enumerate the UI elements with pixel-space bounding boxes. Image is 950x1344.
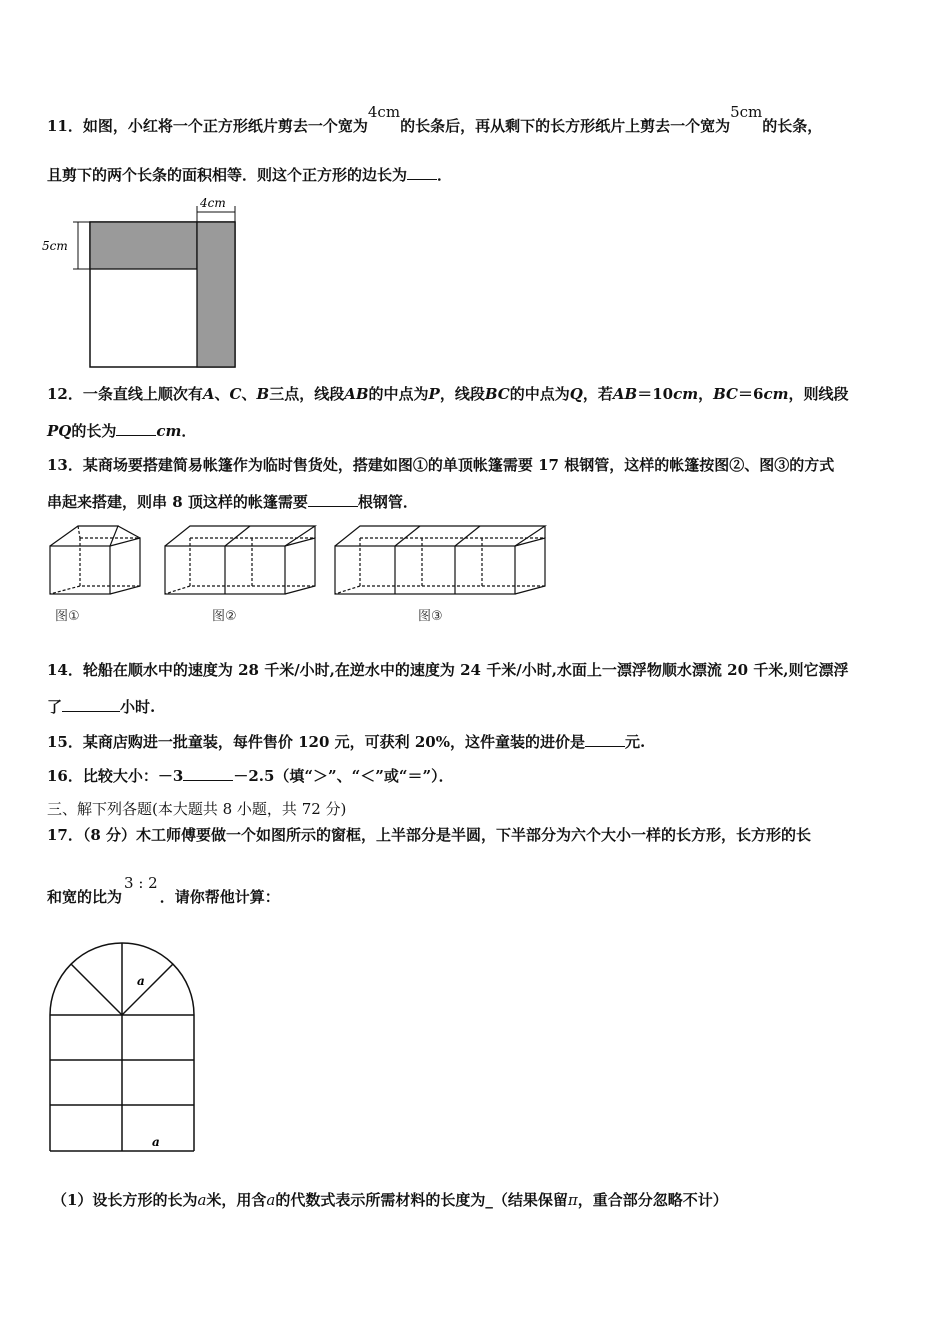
q12-var-ab2: AB <box>612 385 638 403</box>
tent-figure-1 <box>50 526 140 594</box>
q17-line1 <box>47 825 811 845</box>
q12-line2 <box>47 421 196 441</box>
q12-eq2: ＝6 <box>738 385 764 403</box>
q15-text-b: 元. <box>624 733 646 751</box>
q13-line1 <box>47 455 834 475</box>
q12-unit-2: cm <box>763 385 789 403</box>
q14-text-line1: 14．轮船在顺水中的速度为 28 千米/小时,在逆水中的速度为 24 千米/小时,水面上一漂浮物顺水漂流 20 千米,则它漂浮 <box>47 661 849 679</box>
q12-end: ． <box>181 422 197 440</box>
q12-var-a: A <box>202 385 215 403</box>
tent-figure-3 <box>335 526 545 594</box>
q17-sub1-text-d: ，重合部分忽略不计） <box>577 1191 728 1209</box>
q11-text-b: 的长条后，再从剩下的长方形纸片上剪去一个宽为 <box>400 117 731 135</box>
q12-unit-1: cm <box>673 385 699 403</box>
q11-line2 <box>47 165 452 185</box>
q11-strip-5cm <box>90 222 197 269</box>
section-3-heading <box>47 799 346 819</box>
q17-text-b: ．请你帮他计算： <box>159 888 280 906</box>
q12-sep1: 、 <box>214 385 230 403</box>
q12-var-bc2: BC <box>713 385 738 403</box>
q16-answer-blank <box>183 766 233 781</box>
q11-figure <box>40 192 250 372</box>
q12-var-pq: PQ <box>47 422 72 440</box>
q17-ratio: 3 : 2 <box>124 874 158 892</box>
q17-sub1-text-a: （1）设长方形的长为 <box>52 1191 198 1209</box>
q11-line1 <box>47 103 823 136</box>
q13-line2 <box>47 492 418 512</box>
q13-text-line1: 13．某商场要搭建简易帐篷作为临时售货处，搭建如图①的单顶帐篷需要 17 根钢管，这样的帐篷按图②、图③的方式 <box>47 456 835 474</box>
q12-answer-blank <box>116 421 156 436</box>
q14-answer-blank <box>62 697 120 712</box>
q12-eq1: ＝10 <box>637 385 674 403</box>
q13-caption-1: 图① <box>55 609 80 624</box>
q15-answer-blank <box>585 732 625 747</box>
q12-text: 的中点为 <box>368 385 429 403</box>
q13-text-b: 根钢管． <box>357 493 418 511</box>
q15-text-a: 15．某商店购进一批童装，每件售价 120 元，可获利 20%，这件童装的进价是 <box>47 733 585 751</box>
q14-text-a: 了 <box>47 698 63 716</box>
q16-text-b: －2.5（填“＞”、“＜”或“＝”）． <box>233 767 454 785</box>
q12-unit-3: cm <box>156 422 182 440</box>
q12-var-bc: BC <box>484 385 510 403</box>
q11-width-2: 5cm <box>730 103 763 121</box>
q17-line2 <box>47 874 280 907</box>
q13-tent-figures <box>40 520 560 600</box>
q12-text: ，则线段 <box>788 385 849 403</box>
q17-pi: π <box>567 1191 578 1209</box>
q12-text: 的长为 <box>71 422 117 440</box>
q13-caption-3: 图③ <box>418 609 443 624</box>
window-label-a-bottom: a <box>152 1135 160 1149</box>
q11-width-1: 4cm <box>367 103 401 121</box>
q12-var-q: Q <box>569 385 583 403</box>
q14-line1 <box>47 660 848 680</box>
q17-text-a: 和宽的比为 <box>47 888 123 906</box>
q11-text-a: 11．如图，小红将一个正方形纸片剪去一个宽为 <box>47 117 368 135</box>
q12-text: ，若 <box>582 385 613 403</box>
q12-text: 三点，线段 <box>269 385 345 403</box>
q11-strip-4cm <box>197 222 235 367</box>
q13-answer-blank <box>308 492 358 507</box>
q17-window-figure <box>40 925 210 1165</box>
window-label-a-top: a <box>137 974 145 988</box>
q16-text-a: 16．比较大小：－3 <box>47 767 184 785</box>
q12-var-p: P <box>428 385 440 403</box>
q12-text: 12．一条直线上顺次有 <box>47 385 203 403</box>
q11-answer-blank <box>407 165 437 180</box>
q12-var-ab: AB <box>344 385 369 403</box>
q17-var-a2: a <box>266 1191 276 1209</box>
q11-text-c: 的长条， <box>762 117 823 135</box>
q17-sub1 <box>52 1190 728 1210</box>
q13-caption-2: 图② <box>212 609 237 624</box>
q12-line1 <box>47 384 848 404</box>
q17-sub1-text-c: 的代数式表示所需材料的长度为_（结果保留 <box>275 1191 568 1209</box>
q12-sep2: 、 <box>241 385 257 403</box>
q17-sub1-text-b: 米，用含 <box>206 1191 267 1209</box>
q14-line2 <box>47 697 155 717</box>
q11-label-top: 4cm <box>200 196 226 210</box>
q16-line <box>47 766 454 786</box>
q12-text: ， <box>698 385 714 403</box>
q15-line <box>47 732 645 752</box>
q12-text: 的中点为 <box>509 385 570 403</box>
q14-text-b: 小时. <box>120 698 156 716</box>
q12-var-c: C <box>229 385 242 403</box>
q11-end: ． <box>437 166 453 184</box>
q13-text-a: 串起来搭建，则串 8 顶这样的帐篷需要 <box>47 493 308 511</box>
q11-label-left: 5cm <box>42 239 68 253</box>
section-3-text: 三、解下列各题(本大题共 8 小题，共 72 分) <box>47 800 347 818</box>
q12-text: ，线段 <box>439 385 485 403</box>
tent-figure-2 <box>165 526 315 594</box>
q12-var-b: B <box>256 385 270 403</box>
q17-var-a: a <box>197 1191 207 1209</box>
q11-text-line2: 且剪下的两个长条的面积相等．则这个正方形的边长为 <box>47 166 408 184</box>
q17-text-line1: 17．（8 分）木工师傅要做一个如图所示的窗框，上半部分是半圆，下半部分为六个大小一样的长方形，长方形的长 <box>47 826 812 844</box>
